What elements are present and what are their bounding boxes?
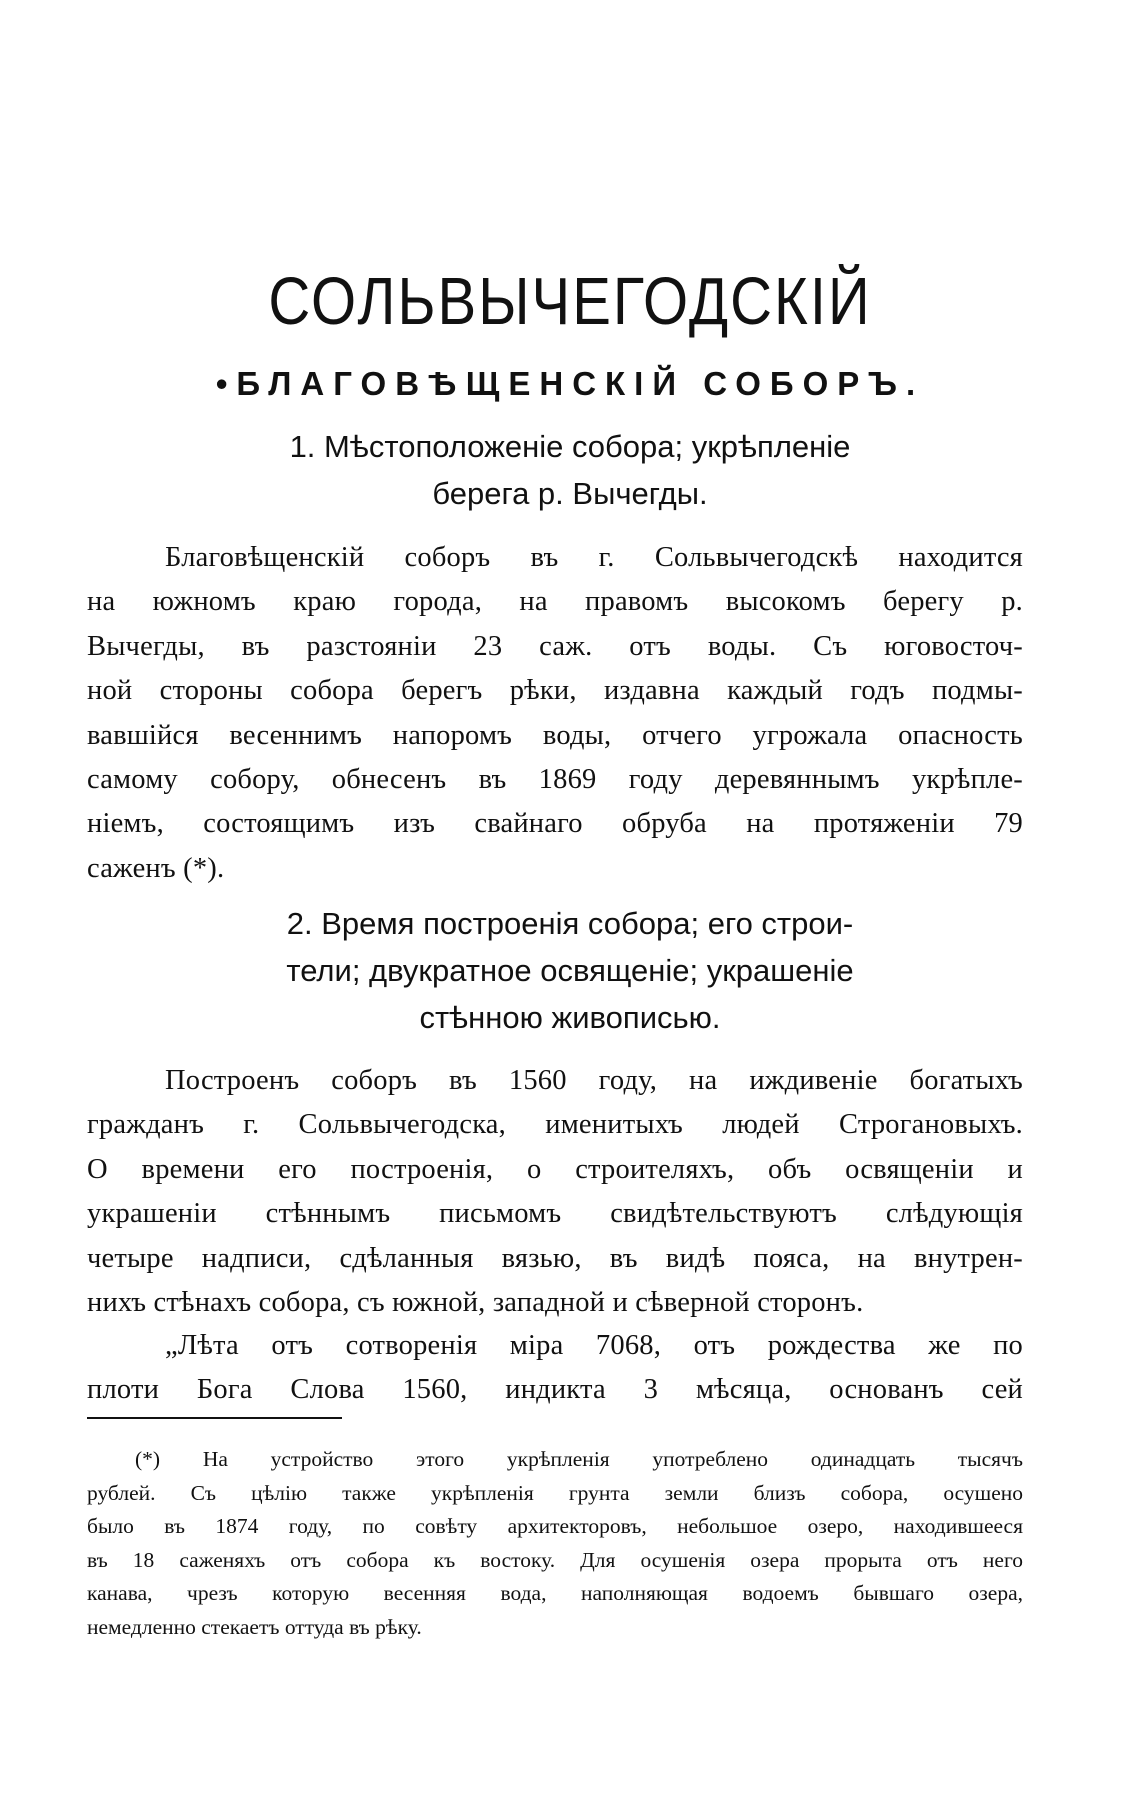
footnote-line: канава, чрезъ которую весенняя вода, наполняющая водоемъ бывшаго озера, (87, 1581, 1023, 1606)
section-2-heading (60, 900, 1080, 1041)
inscription-quote (87, 1324, 1023, 1413)
section-2-paragraph (87, 1059, 1023, 1325)
footnote-line: было въ 1874 году, по совѣту архитекторовъ, небольшое озеро, находившееся (87, 1514, 1023, 1539)
text-line: вавшійся весеннимъ напоромъ воды, отчего угрожала опасность (87, 719, 1023, 751)
text-line: ной стороны собора берегъ рѣки, издавна каждый годъ подмы- (87, 675, 1023, 707)
text-line: на южномъ краю города, на правомъ высокомъ берегу р. (87, 586, 1023, 618)
section-1-heading-line: берега р. Вычегды. (432, 476, 708, 511)
footnote (87, 1443, 1023, 1645)
footnote-line: въ 18 саженяхъ отъ собора къ востоку. Для осушенія озера прорыта отъ него (87, 1547, 1023, 1572)
page-title: СОЛЬВЫЧЕГОДСКІЙ (268, 264, 872, 340)
footnote-divider (87, 1417, 342, 1419)
section-1-heading-line: 1. Мѣстоположеніе собора; укрѣпленіе (289, 429, 851, 464)
footnote-line: рублей. Съ цѣлію также укрѣпленія грунта земли близъ собора, осушено (87, 1480, 1023, 1505)
footnote-line: (*) На устройство этого укрѣпленія употреблено одинадцать тысячъ (135, 1447, 1023, 1471)
text-line: Вычегды, въ разстояніи 23 саж. отъ воды. Съ юговосточ- (87, 630, 1023, 662)
text-line: ніемъ, состоящимъ изъ свайнаго обруба на протяженіи 79 (87, 808, 1023, 840)
section-2-heading-line: тели; двукратное освященіе; украшеніе (286, 953, 854, 988)
text-line: О времени его построенія, о строителяхъ, объ освященіи и (87, 1153, 1023, 1185)
page-subtitle: •БЛАГОВѢЩЕНСКІЙ СОБОРЪ. (215, 365, 925, 402)
text-line: плоти Бога Слова 1560, индикта 3 мѣсяца, основанъ сей (87, 1374, 1023, 1406)
text-line: четыре надписи, сдѣланныя вязью, въ видѣ пояса, на внутрен- (87, 1242, 1023, 1274)
text-line: Построенъ соборъ въ 1560 году, на иждивеніе богатыхъ (165, 1065, 1023, 1096)
text-line: самому собору, обнесенъ въ 1869 году деревяннымъ укрѣпле- (87, 764, 1023, 796)
text-line: гражданъ г. Сольвычегодска, именитыхъ людей Строгановыхъ. (87, 1109, 1023, 1141)
text-line: „Лѣта отъ сотворенія міра 7068, отъ рождества же по (165, 1330, 1023, 1361)
text-line: нихъ стѣнахъ собора, съ южной, западной и сѣверной сторонъ. (87, 1287, 864, 1319)
section-2-heading-line: стѣнною живописью. (419, 1000, 721, 1035)
section-1-heading (60, 423, 1080, 517)
section-2-heading-line: 2. Время построенія собора; его строи- (286, 906, 854, 941)
section-1-paragraph (87, 536, 1023, 891)
text-line: украшеніи стѣннымъ письмомъ свидѣтельствуютъ слѣдующія (87, 1198, 1023, 1230)
text-line: саженъ (*). (87, 852, 225, 884)
footnote-line: немедленно стекаетъ оттуда въ рѣку. (87, 1614, 422, 1639)
text-line: Благовѣщенскій соборъ въ г. Сольвычегодскѣ находится (165, 542, 1023, 573)
